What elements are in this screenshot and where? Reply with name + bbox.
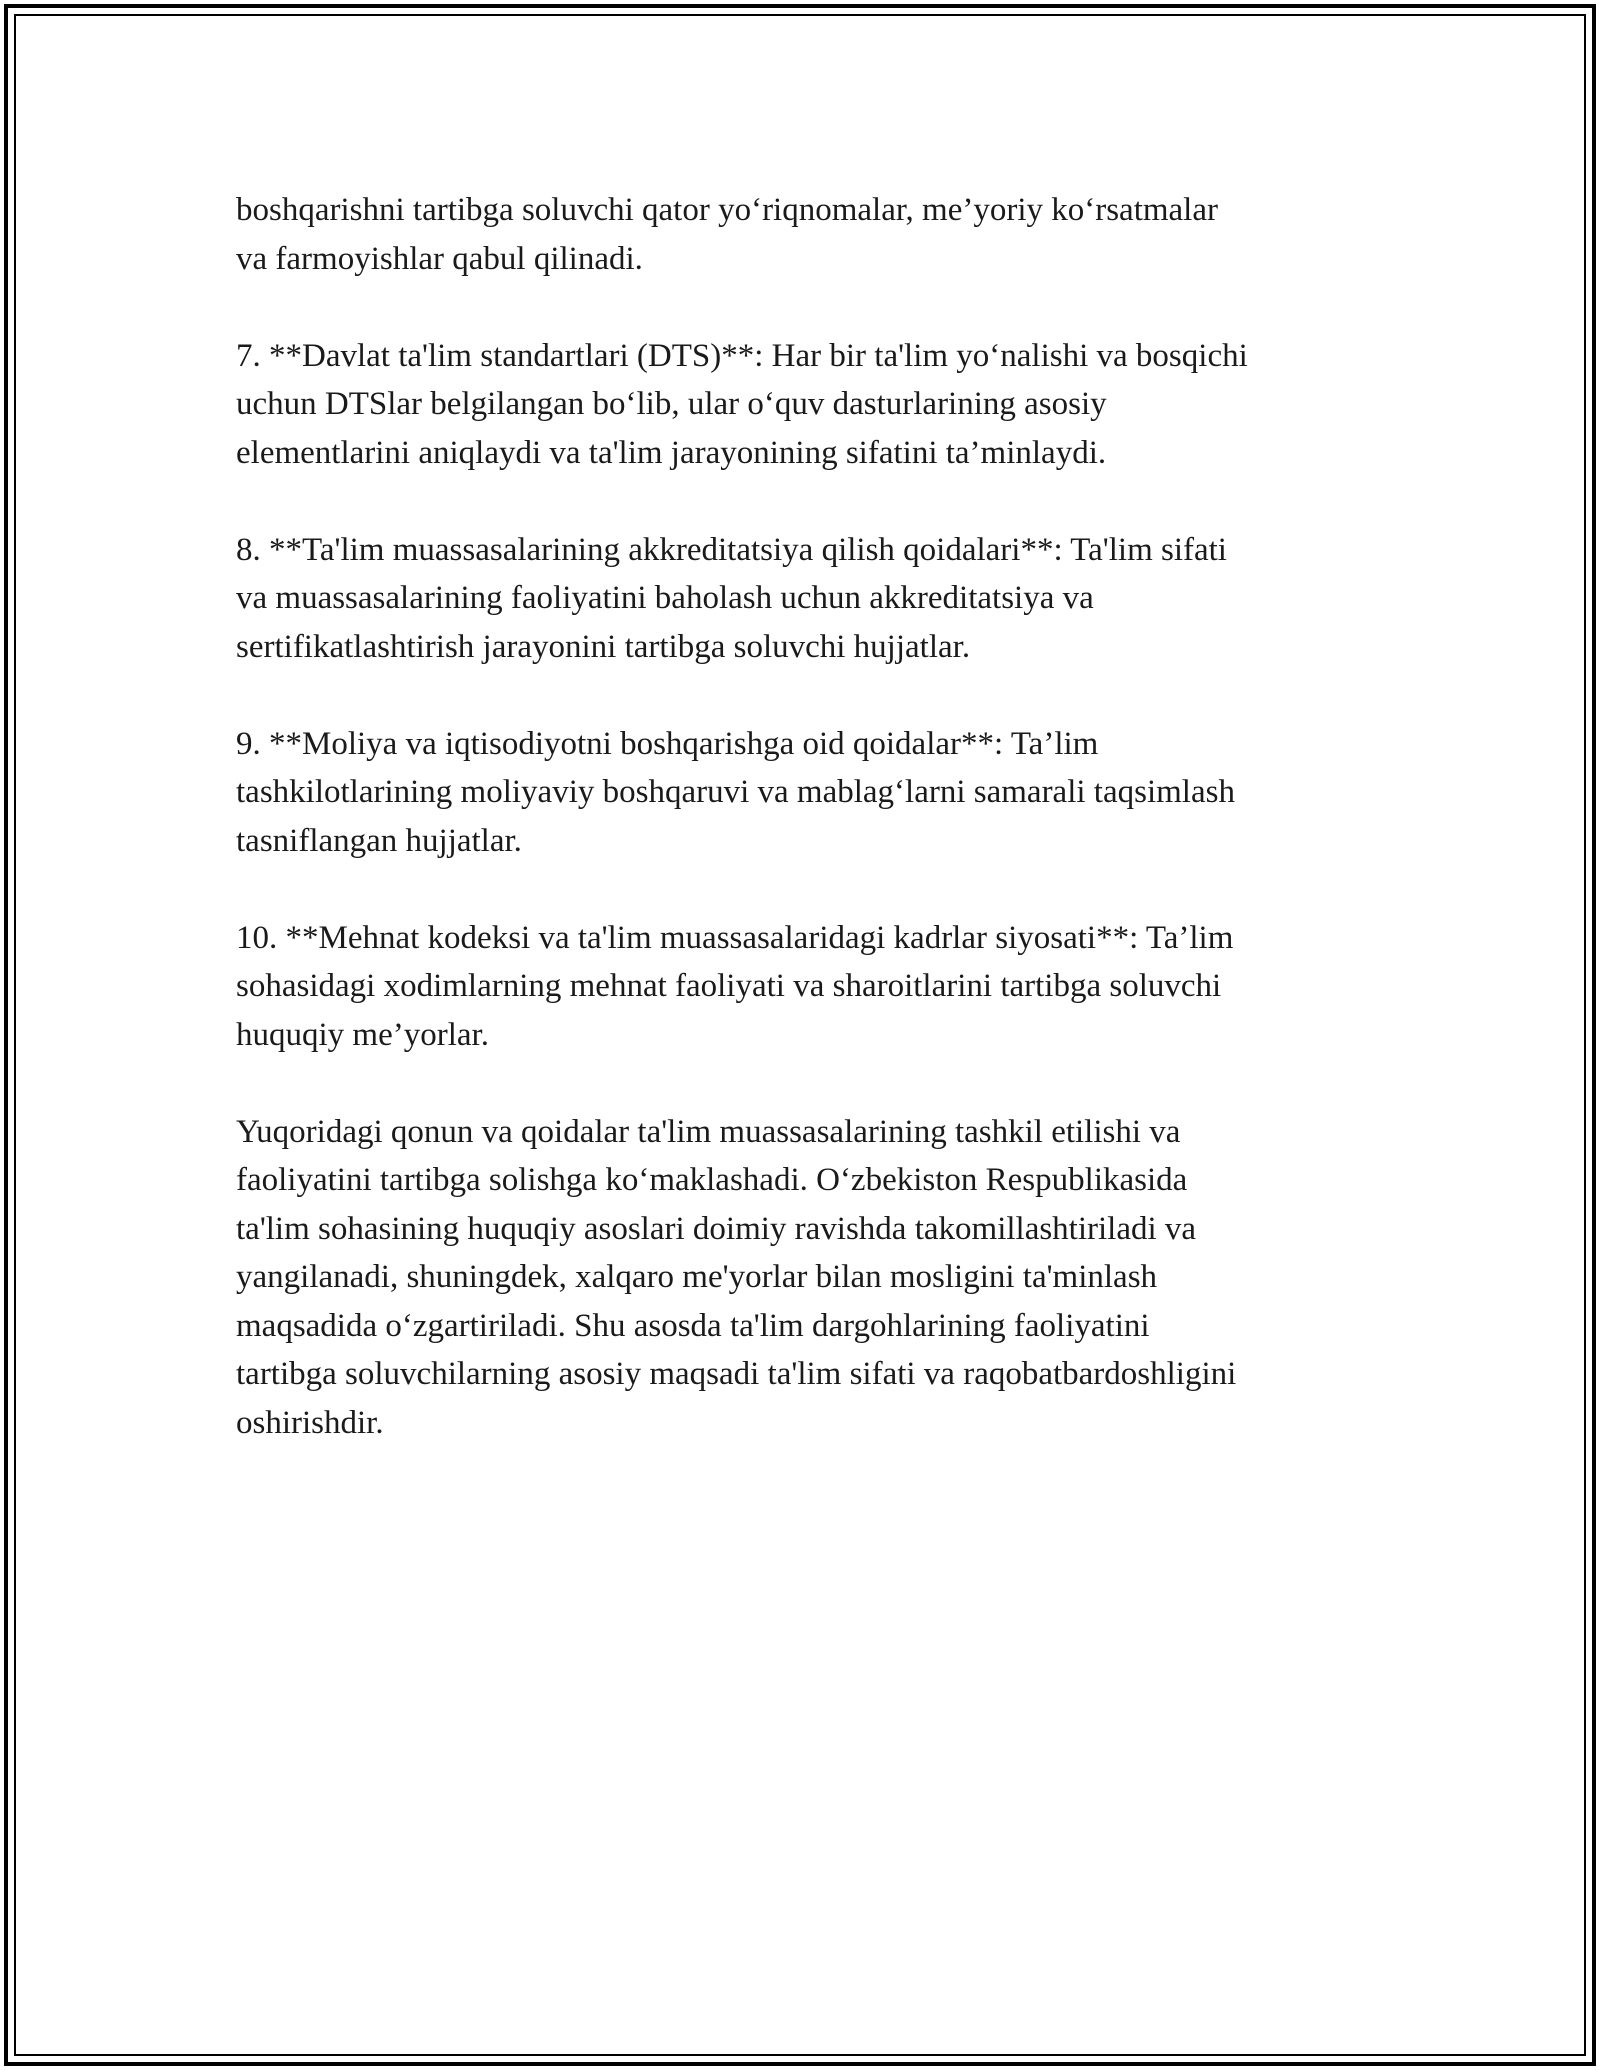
list-item-9: 9. **Moliya va iqtisodiyotni boshqarishga oid qoidalar**: Ta’lim tashkilotlarining moliyaviy boshqaruvi va mablag‘larni samarali taqsimlash tasniflangan hujjatlar. bbox=[236, 725, 1235, 859]
list-item-8: 8. **Ta'lim muassasalarining akkreditatsiya qilish qoidalari**: Ta'lim sifati va muassasalarining faoliyatini baholash uchun akkreditatsiya va sertifikatlashtirish jarayonini tartibga soluvchi hujjatlar. bbox=[236, 531, 1227, 665]
list-item-7: 7. **Davlat ta'lim standartlari (DTS)**: Har bir ta'lim yo‘nalishi va bosqichi uchun DTSlar belgilangan bo‘lib, ular o‘quv dasturlarining asosiy elementlarini aniqlaydi va ta'lim jarayonining sifatini ta’minlaydi. bbox=[236, 337, 1248, 471]
list-item-10: 10. **Mehnat kodeksi va ta'lim muassasalaridagi kadrlar siyosati**: Ta’lim sohasidagi xodimlarning mehnat faoliyati va sharoitlarini tartibga soluvchi huquqiy me’yorlar. bbox=[236, 919, 1234, 1053]
document-body bbox=[236, 186, 1376, 1496]
paragraph-conclusion: Yuqoridagi qonun va qoidalar ta'lim muassasalarining tashkil etilishi va faoliyatini tartibga solishga ko‘maklashadi. O‘zbekiston Respublikasida ta'lim sohasining huquqiy asoslari doimiy ravishda takomillashtiriladi va yangilanadi, shuningdek, xalqaro me'yorlar bilan mosligini ta'minlash maqsadida o‘zgartiriladi. Shu asosda ta'lim dargohlarining faoliyatini tartibga soluvchilarning asosiy maqsadi ta'lim sifati va raqobatbardoshligini oshirishdir. bbox=[236, 1113, 1237, 1441]
paragraph-continuation: boshqarishni tartibga soluvchi qator yo‘riqnomalar, me’yoriy ko‘rsatmalar va farmoyishlar qabul qilinadi. bbox=[236, 192, 1218, 277]
